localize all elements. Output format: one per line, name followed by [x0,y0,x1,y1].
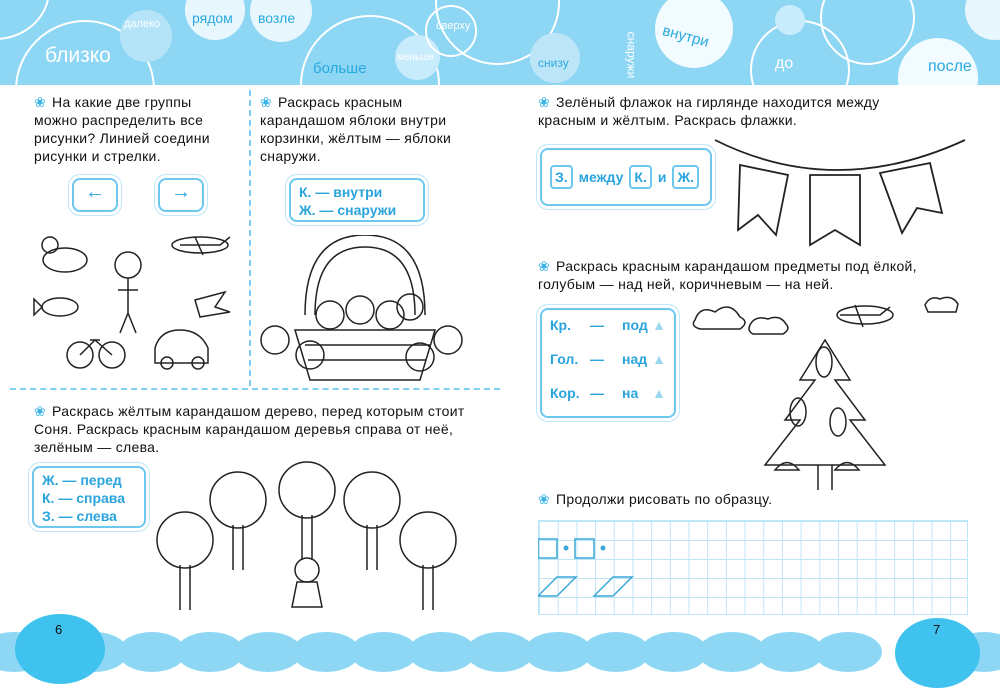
garland-illustration [710,135,970,250]
page-number: 6 [55,622,63,637]
formula-word: между [578,169,624,185]
pattern-sample [538,520,658,615]
task-text: ❀ Раскрась красным карандашом предметы под ёлкой, голубым — над ней, коричневым — на ней. [538,258,917,292]
legend-value: над [622,351,648,367]
header-word: до [775,55,794,72]
formula-token: З. [550,165,573,189]
divider [10,388,500,390]
header-word: снизу [538,56,569,70]
task-text: ❀ Раскрась красным карандашом яблоки внутри корзинки, жёлтым — яблоки снаружи. [260,94,452,164]
legend-item: К. — внутри [299,184,383,200]
legend-dash: — [590,385,604,401]
fir-tree-icon: ▲ [652,317,666,333]
flower-icon: ❀ [538,491,551,507]
fir-tree-illustration [690,290,970,490]
pictures-illustration [30,225,240,375]
flower-icon: ❀ [260,94,273,110]
header-band [0,0,1000,85]
circle-decor [775,5,805,35]
legend-row [550,384,666,418]
legend-item: К. — справа [42,490,126,506]
header-word: снаружи [624,31,639,79]
header-word: далеко [124,18,161,30]
formula-word: и [657,169,667,185]
legend-key: Гол. [550,351,579,367]
arrow-right-card: → [158,178,204,212]
header-word: внутри [660,22,711,51]
legend-box [289,178,425,222]
fir-tree-icon: ▲ [652,385,666,401]
divider [249,90,251,386]
legend-item: Ж. — снаружи [299,202,397,218]
header-word: близко [45,44,111,67]
legend-row [550,316,666,350]
flower-icon: ❀ [538,258,551,274]
legend-key: Кор. [550,385,580,401]
basket-illustration [260,235,470,385]
header-word: рядом [192,10,233,26]
flower-icon: ❀ [34,403,47,419]
formula-box [540,148,712,206]
header-word: после [928,58,972,75]
task-text: ❀ Зелёный флажок на гирлянде находится между красным и жёлтым. Раскрась флажки. [538,94,880,128]
legend-value: на [622,385,639,401]
circle-decor [965,0,1000,40]
legend-item: Ж. — перед [42,472,122,488]
legend-box [540,308,676,418]
legend-key: Кр. [550,317,571,333]
trees-illustration [150,460,470,620]
legend-dash: — [590,351,604,367]
task-text: ❀ На какие две группы можно распределить все рисунки? Линией соедини рисунки и стрелки. [34,94,210,164]
header-word: меньше [397,52,434,63]
header-word: возле [258,10,296,26]
fir-tree-icon: ▲ [652,351,666,367]
formula-token: К. [629,165,651,189]
flower-icon: ❀ [34,94,47,110]
legend-row [550,350,666,384]
legend-box [32,466,146,528]
legend-item: З. — слева [42,508,117,524]
header-word: больше [313,60,367,77]
legend-dash: — [590,317,604,333]
task-text: ❀ Продолжи рисовать по образцу. [538,491,773,507]
legend-value: под [622,317,648,333]
arrow-left-card: ← [72,178,118,212]
page-number: 7 [933,622,941,637]
header-word: сверху [436,20,471,32]
formula-token: Ж. [672,165,699,189]
task-text: ❀ Раскрась жёлтым карандашом дерево, перед которым стоит Соня. Раскрась красным карандашом деревья справа от неё, зелёным — слева. [34,403,465,455]
flower-icon: ❀ [538,94,551,110]
